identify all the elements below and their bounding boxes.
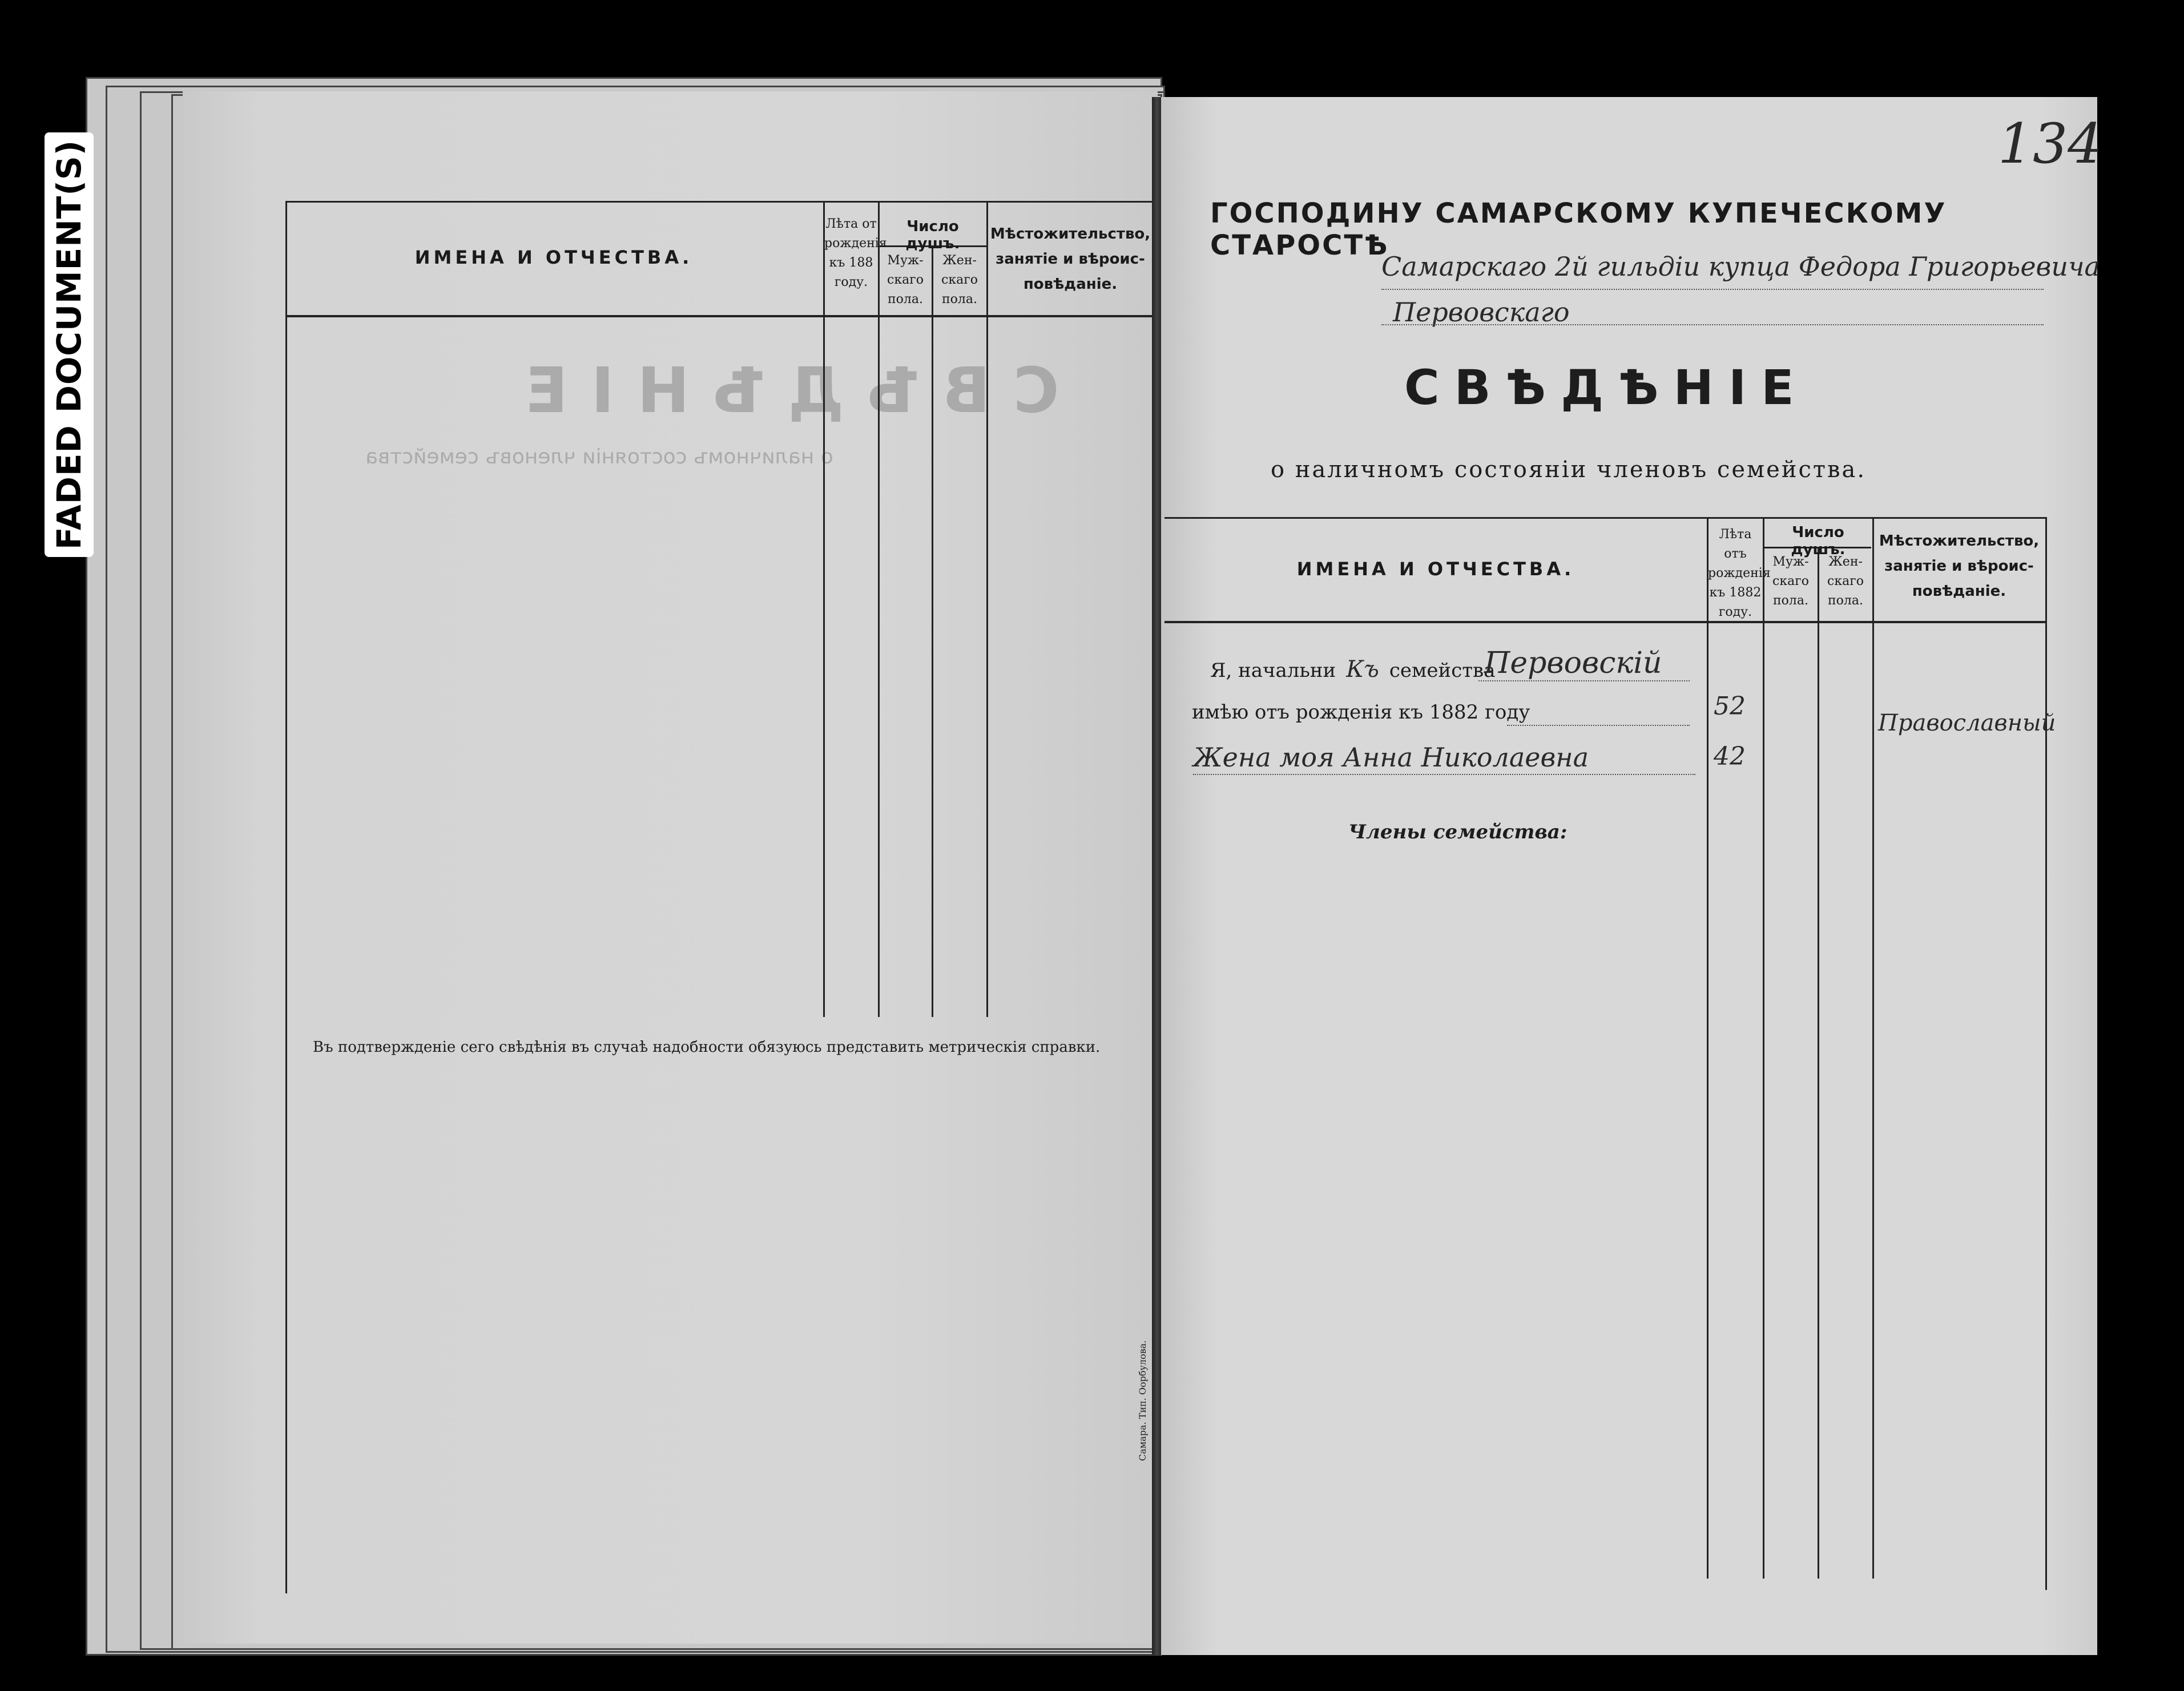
left-page [183, 91, 1158, 1644]
left-col-male [878, 201, 880, 1017]
right-col-age [1707, 517, 1708, 1579]
right-names-header: ИМЕНА И ОТЧЕСТВА. [1296, 558, 1575, 580]
left-col-residence [986, 201, 988, 1017]
wife-entry: Жена моя Анна Николаевна [1193, 742, 1589, 773]
right-table-edge [2045, 517, 2047, 1590]
right-souls-header: Число душъ. [1791, 524, 1845, 558]
left-table-header-bottom [285, 315, 1152, 317]
right-col-female [1818, 547, 1819, 1579]
right-female-header: Жен- скаго пола. [1827, 555, 1864, 608]
sender-dotted-line-1 [1381, 289, 2044, 290]
left-table-top [285, 201, 1152, 203]
right-male-header: Муж- скаго пола. [1772, 555, 1809, 608]
left-residence-header: Мѣстожительство, занятіе и вѣроис- повѣданіе. [990, 225, 1151, 293]
head-age: 52 [1714, 692, 1746, 721]
head-mid: семейства [1389, 659, 1496, 682]
age-dotted-line [1507, 725, 1690, 726]
faded-document-tab [45, 132, 94, 557]
sender-dotted-line-2 [1381, 324, 2044, 325]
left-names-header: ИМЕНА И ОТЧЕСТВА. [414, 247, 693, 268]
left-col-age [823, 201, 825, 1017]
wife-age: 42 [1714, 742, 1746, 771]
right-col-residence [1872, 517, 1874, 1579]
head-surname: Первовскій [1484, 646, 1662, 680]
right-residence-header: Мѣстожительство, занятіе и вѣроис- повѣданіе. [1879, 532, 2040, 600]
sender-line-2: Первовскаго [1393, 297, 1570, 328]
page-number: 134 [1998, 112, 2103, 176]
head-of-family-line [1210, 656, 1495, 683]
right-table-header-bottom [1164, 621, 2046, 623]
left-souls-header: Число душъ. [905, 218, 960, 252]
head-dotted-line [1478, 680, 1690, 681]
sender-line-1: Самарскаго 2й гильдіи купца Федора Григорьевича [1381, 251, 2100, 282]
age-statement: имѣю отъ рожденія къ 1882 году [1192, 701, 1530, 724]
right-table-top [1164, 517, 2046, 519]
wife-dotted-line [1193, 774, 1695, 775]
printer-imprint: Самара. Тип. Оорбулова. [1137, 1340, 1148, 1461]
head-suffix-handwritten: Къ [1346, 656, 1379, 683]
members-label: Члены семейства: [1348, 821, 1568, 844]
head-prefix: Я, начальни [1210, 659, 1336, 682]
document-title: СВѢДѢНІЕ [1404, 360, 1809, 415]
address-heading: ГОСПОДИНУ САМАРСКОМУ КУПЕЧЕСКОМУ СТАРОСТѢ [1210, 197, 1947, 261]
right-page [1161, 97, 2097, 1655]
left-male-header: Муж- скаго пола. [887, 253, 924, 306]
left-age-header: Лѣта от рожденія къ 188 году. [824, 217, 887, 289]
faded-document-label: FADED DOCUMENT(S) [50, 139, 88, 550]
left-table-edge [285, 201, 287, 1593]
document-subtitle: о наличномъ состояніи членовъ семейства. [1271, 457, 1867, 483]
left-female-header: Жен- скаго пола. [941, 253, 978, 306]
left-col-female [932, 245, 933, 1017]
bleed-through-text: о наличномъ состояніи членовъ семейства [365, 445, 833, 469]
left-footer-statement: Въ подтвержденіе сего свѣдѣнія въ случаѣ надобности обязуюсь представить метрическія справки. [313, 1039, 1101, 1056]
right-age-header: Лѣта отъ рожденія къ 1882 году. [1708, 527, 1771, 619]
religion-entry: Православный [1878, 710, 2056, 736]
bleed-through-text: СВѢДѢНІЕ [502, 354, 1059, 427]
right-col-male [1763, 517, 1764, 1579]
